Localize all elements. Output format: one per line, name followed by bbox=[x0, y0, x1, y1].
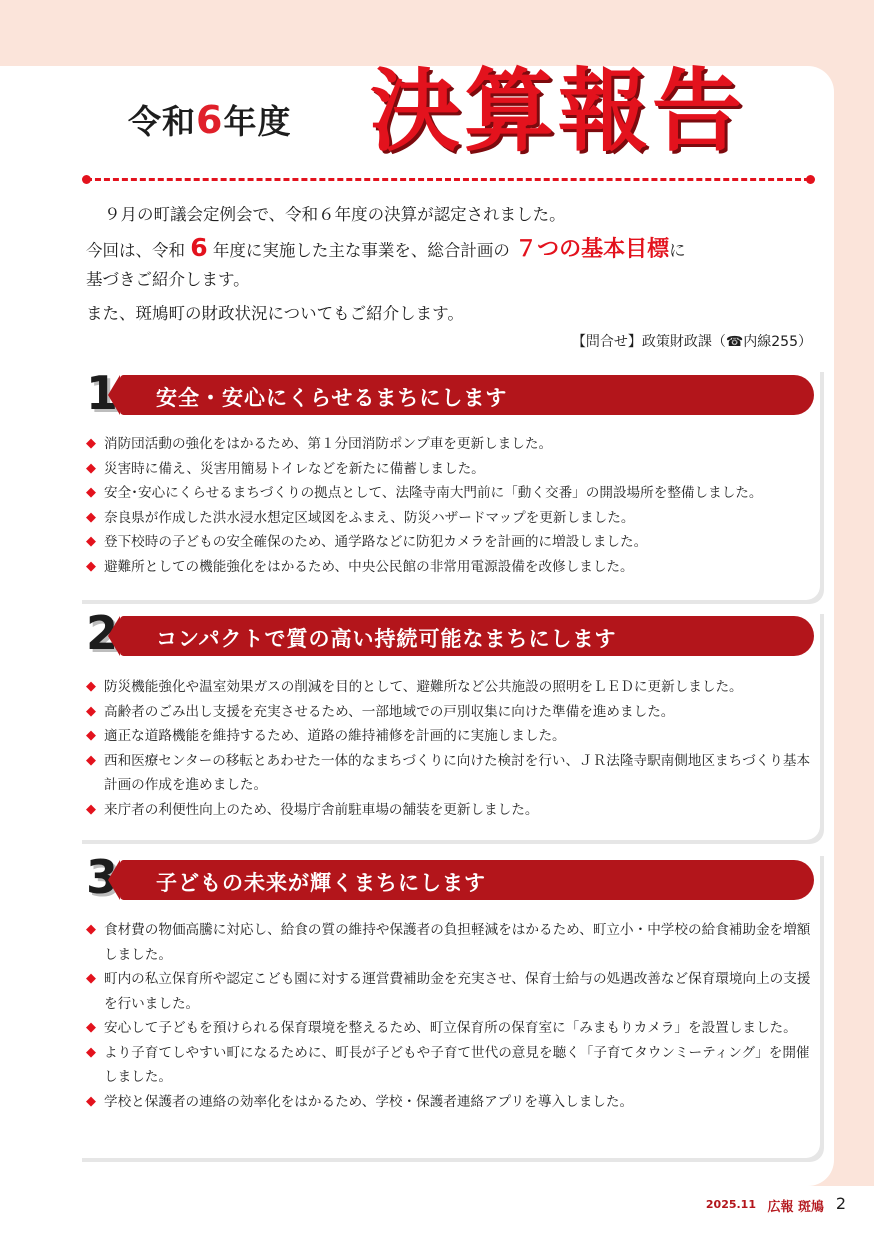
list-item: ◆ 来庁者の利便性向上のため、役場庁舎前駐車場の舗装を更新しました。 bbox=[86, 798, 816, 823]
list-item: ◆ 災害時に備え、災害用簡易トイレなどを新たに備蓄しました。 bbox=[86, 457, 816, 482]
contact-info: 【問合せ】政策財政課（☎内線255） bbox=[571, 334, 812, 350]
footer-strip bbox=[0, 1186, 874, 1236]
section-3-number: 3 bbox=[86, 850, 119, 904]
title-year-number: 6 bbox=[196, 98, 224, 142]
list-item: ◆ 学校と保護者の連絡の効率化をはかるため、学校・保護者連絡アプリを導入しました。 bbox=[86, 1090, 816, 1115]
section-1-banner bbox=[120, 375, 814, 415]
list-item: ◆ 消防団活動の強化をはかるため、第１分団消防ポンプ車を更新しました。 bbox=[86, 432, 816, 457]
list-item: ◆ 奈良県が作成した洪水浸水想定区域図をふまえ、防災ハザードマップを更新しました。 bbox=[86, 506, 816, 531]
intro-goal-highlight: ７つの基本目標 bbox=[515, 237, 670, 262]
section-2-banner bbox=[120, 616, 814, 656]
section-1-number: 1 bbox=[86, 366, 119, 420]
title-divider bbox=[86, 178, 810, 185]
list-item: ◆ 高齢者のごみ出し支援を充実させるため、一部地域での戸別収集に向けた準備を進めました。 bbox=[86, 700, 816, 725]
section-2-number: 2 bbox=[86, 606, 119, 660]
page-title: 決算報告 bbox=[370, 59, 746, 164]
section-2-title: コンパクトで質の高い持続可能なまちにします bbox=[156, 627, 617, 651]
section-3-title: 子どもの未来が輝くまちにします bbox=[156, 871, 486, 895]
list-item: ◆ 安全･安心にくらせるまちづくりの拠点として、法隆寺南大門前に「動く交番」の開設場所を整備しました。 bbox=[86, 481, 816, 506]
list-item: ◆ 適正な道路機能を維持するため、道路の維持補修を計画的に実施しました。 bbox=[86, 724, 816, 749]
list-item: ◆ 避難所としての機能強化をはかるため、中央公民館の非常用電源設備を改修しました。 bbox=[86, 555, 816, 580]
section-3-banner bbox=[120, 860, 814, 900]
intro-line-2: 今回は、令和 6 年度に実施した主な事業を、総合計画の ７つの基本目標に bbox=[86, 233, 686, 262]
title-year-label: 令和6年度 bbox=[128, 98, 292, 142]
list-item: ◆ 町内の私立保育所や認定こども園に対する運営費補助金を充実させ、保育士給与の処遇改善など保育環境向上の支援を行いました。 bbox=[86, 967, 816, 1016]
section-1-list bbox=[86, 432, 816, 579]
divider-dot-right bbox=[806, 175, 815, 184]
intro-line-4: また、斑鳩町の財政状況についてもご紹介します。 bbox=[86, 304, 464, 323]
intro-line-3: 基づきご紹介します。 bbox=[86, 270, 250, 289]
list-item: ◆ 登下校時の子どもの安全確保のため、通学路などに防犯カメラを計画的に増設しました。 bbox=[86, 530, 816, 555]
section-3-list bbox=[86, 918, 816, 1114]
list-item: ◆ より子育てしやすい町になるために、町長が子どもや子育て世代の意見を聴く「子育てタウンミーティング」を開催しました。 bbox=[86, 1041, 816, 1090]
footer-date: 2025.11 bbox=[705, 1198, 756, 1211]
list-item: ◆ 食材費の物価高騰に対応し、給食の質の維持や保護者の負担軽減をはかるため、町立小・中学校の給食補助金を増額しました。 bbox=[86, 918, 816, 967]
intro-line-1: ９月の町議会定例会で、令和６年度の決算が認定されました。 bbox=[104, 205, 566, 224]
list-item: ◆ 西和医療センターの移転とあわせた一体的なまちづくりに向けた検討を行い、ＪＲ法隆寺駅南側地区まちづくり基本計画の作成を進めました。 bbox=[86, 749, 816, 798]
footer-brand: 広報 斑鳩 bbox=[767, 1200, 824, 1215]
list-item: ◆ 安心して子どもを預けられる保育環境を整えるため、町立保育所の保育室に「みまもりカメラ」を設置しました。 bbox=[86, 1016, 816, 1041]
list-item: ◆ 防災機能強化や温室効果ガスの削減を目的として、避難所など公共施設の照明をＬＥＤに更新しました。 bbox=[86, 675, 816, 700]
section-2-list bbox=[86, 675, 816, 822]
section-1-title: 安全・安心にくらせるまちにします bbox=[156, 386, 508, 410]
intro-year-number: 6 bbox=[190, 233, 208, 262]
page-number: 2 bbox=[835, 1194, 846, 1213]
